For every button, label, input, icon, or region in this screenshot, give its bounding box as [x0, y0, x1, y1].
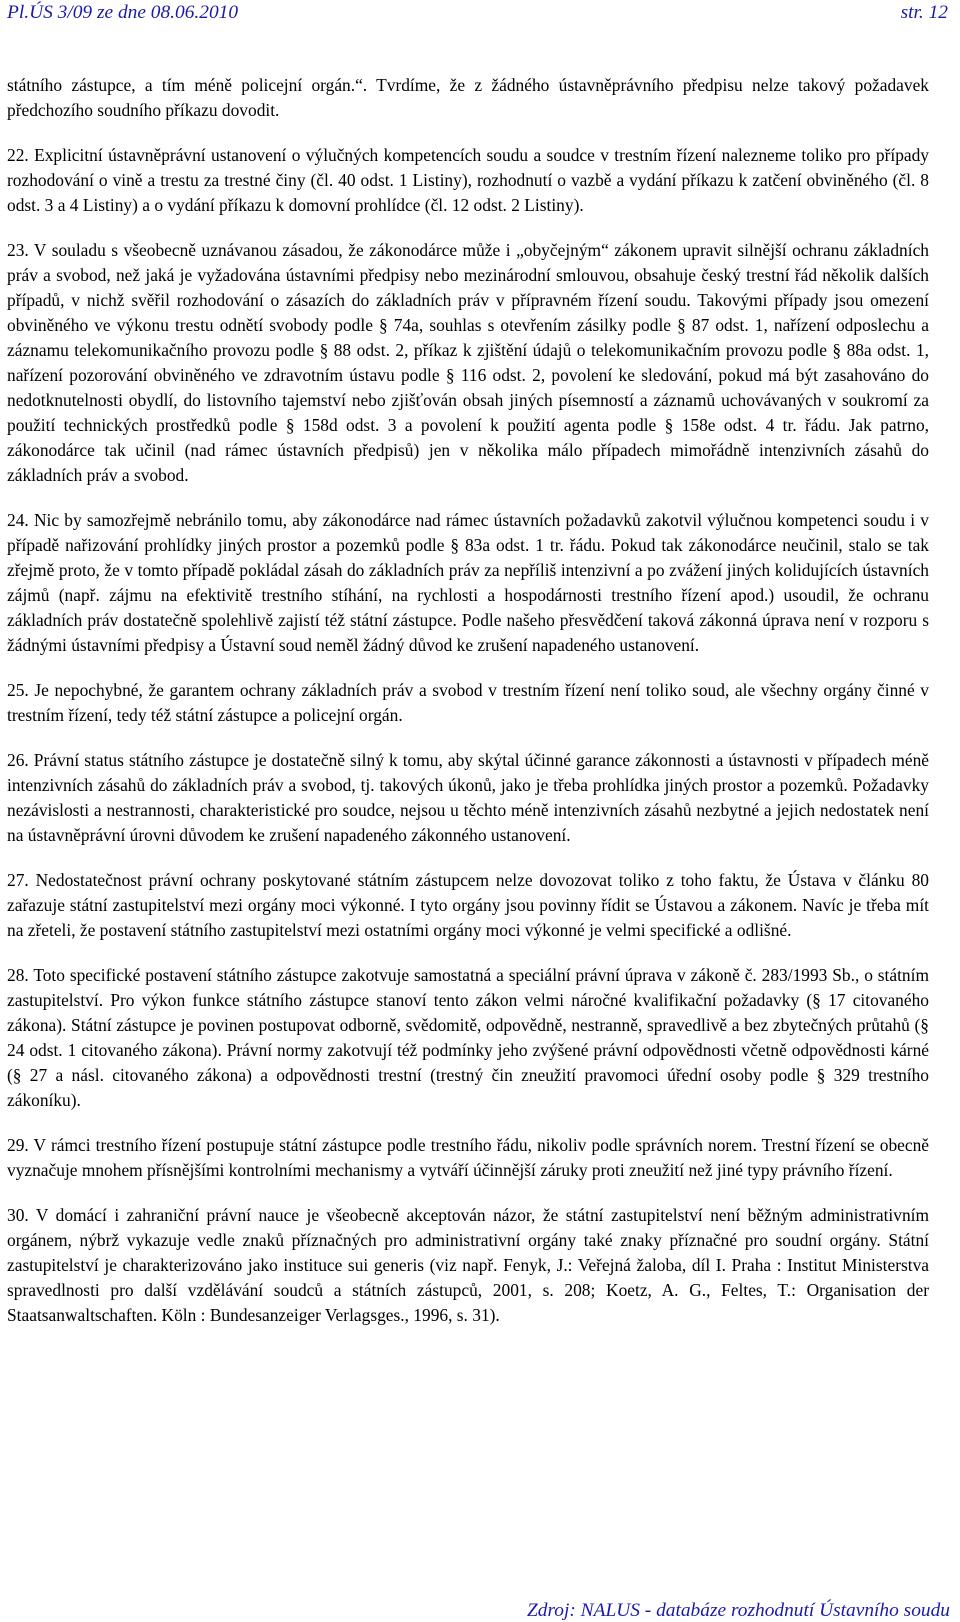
paragraph-25: 25. Je nepochybné, že garantem ochrany základních práv a svobod v trestním řízení není toliko soud, ale všechny orgány činné v trestním řízení, tedy též státní zástupce a policejní orgán.	[7, 680, 929, 725]
paragraph-26: 26. Právní status státního zástupce je dostatečně silný k tomu, aby skýtal účinné garance zákonnosti a ústavnosti v případech méně intenzivních zásahů do základních práv a svobod, tj. takových úkonů, jako je třeba prohlídka jiných prostor a pozemků. Požadavky nezávislosti a nestrannosti, charakteristické pro soudce, nejsou u těchto méně intenzivních zásahů nezbytné a jejich nedostatek není na ústavněprávní úrovni důvodem ke zrušení napadeného zákonného ustanovení.	[7, 750, 929, 845]
page-header	[7, 2, 948, 32]
document-body	[7, 73, 929, 1328]
paragraph-27: 27. Nedostatečnost právní ochrany poskytované státním zástupcem nelze dovozovat toliko z toho faktu, že Ústava v článku 80 zařazuje státní zastupitelství mezi orgány moci výkonné. I tyto orgány jsou povinny řídit se Ústavou a zákonem. Navíc je třeba mít na zřeteli, že postavení státního zastupitelství mezi ostatními orgány moci výkonné je velmi specifické a odlišné.	[7, 870, 929, 940]
paragraph-29: 29. V rámci trestního řízení postupuje státní zástupce podle trestního řádu, nikoliv podle správních norem. Trestní řízení se obecně vyznačuje mnohem přísnějšími kontrolními mechanismy a vytváří účinnější záruky proti zneužití než jiné typy právního řízení.	[7, 1135, 929, 1180]
paragraph-continuation: státního zástupce, a tím méně policejní orgán.“. Tvrdíme, že z žádného ústavněprávního předpisu nelze takový požadavek předchozího soudního příkazu dovodit.	[7, 75, 929, 120]
paragraph-22: 22. Explicitní ústavněprávní ustanovení o výlučných kompetencích soudu a soudce v trestním řízení nalezneme toliko pro případy rozhodování o vině a trestu za trestné činy (čl. 40 odst. 1 Listiny), rozhodnutí o vazbě a vydání příkazu k zatčení obviněného (čl. 8 odst. 3 a 4 Listiny) a o vydání příkazu k domovní prohlídce (čl. 12 odst. 2 Listiny).	[7, 145, 929, 215]
document-reference: Pl.ÚS 3/09 ze dne 08.06.2010	[7, 2, 239, 23]
paragraph-28: 28. Toto specifické postavení státního zástupce zakotvuje samostatná a speciální právní úprava v zákoně č. 283/1993 Sb., o státním zastupitelství. Pro výkon funkce státního zástupce stanoví tento zákon velmi náročné kvalifikační požadavky (§ 17 citovaného zákona). Státní zástupce je povinen postupovat odborně, svědomitě, odpovědně, nestranně, spravedlivě a bez zbytečných průtahů (§ 24 odst. 1 citovaného zákona). Právní normy zakotvují též podmínky jeho zvýšené právní odpovědnosti včetně odpovědnosti kárné (§ 27 a násl. citovaného zákona) a odpovědnosti trestní (trestný čin zneužití pravomoci úřední osoby podle § 329 trestního zákoníku).	[7, 965, 929, 1110]
paragraph-24: 24. Nic by samozřejmě nebránilo tomu, aby zákonodárce nad rámec ústavních požadavků zakotvil výlučnou kompetenci soudu i v případě nařizování prohlídky jiných prostor a pozemků podle § 83a odst. 1 tr. řádu. Pokud tak zákonodárce neučinil, stalo se tak zřejmě proto, že v tomto případě pokládal zásah do základních práv za nepříliš intenzivní a po zvážení jiných kolidujících ústavních zájmů (např. zájmu na efektivitě trestního stíhání, na rychlosti a hospodárnosti trestního řízení apod.) usoudil, že ochranu základních práv dostatečně spolehlivě zajistí též státní zástupce. Podle našeho přesvědčení taková zákonná úprava není v rozporu s žádnými ústavními předpisy a Ústavní soud neměl žádný důvod ke zrušení napadeného ustanovení.	[7, 510, 929, 655]
page-number: str. 12	[900, 2, 948, 23]
paragraph-23: 23. V souladu s všeobecně uznávanou zásadou, že zákonodárce může i „obyčejným“ zákonem upravit silnější ochranu základních práv a svobod, než jaká je vyžadována ústavními předpisy nebo mezinárodní smlouvou, obsahuje český trestní řád několik dalších případů, v nichž svěřil rozhodování o zásazích do základních práv v přípravném řízení soudu. Takovými případy jsou omezení obviněného ve výkonu trestu odnětí svobody podle § 74a, souhlas s otevřením zásilky podle § 87 odst. 1, nařízení odposlechu a záznamu telekomunikačního provozu podle § 88 odst. 2, příkaz k zjištění údajů o telekomunikačním provozu podle § 88a odst. 1, nařízení pozorování obviněného ve zdravotním ústavu podle § 116 odst. 2, povolení ke sledování, pokud má být zasahováno do nedotknutelnosti obydlí, do listovního tajemství nebo zjišťován obsah jiných písemností a záznamů uchovávaných v soukromí za použití technických prostředků podle § 158d odst. 3 a povolení k použití agenta podle § 158e odst. 4 tr. řádu. Jak patrno, zákonodárce tak učinil (nad rámec ústavních předpisů) jen v několika málo případech mimořádně intenzivních zásahů do základních práv a svobod.	[7, 240, 929, 485]
paragraph-30: 30. V domácí i zahraniční právní nauce je všeobecně akceptován názor, že státní zastupitelství není běžným administrativním orgánem, nýbrž vykazuje vedle znaků příznačných pro administrativní orgány také znaky příznačné pro soudní orgány. Státní zastupitelství je charakterizováno jako instituce sui generis (viz např. Fenyk, J.: Veřejná žaloba, díl I. Praha : Institut Ministerstva spravedlnosti pro další vzdělávání soudců a státních zástupců, 2001, s. 208; Koetz, A. G., Feltes, T.: Organisation der Staatsanwaltschaften. Köln : Bundesanzeiger Verlagsges., 1996, s. 31).	[7, 1205, 929, 1325]
source-footer: Zdroj: NALUS - databáze rozhodnutí Ústavního soudu	[526, 1600, 950, 1621]
